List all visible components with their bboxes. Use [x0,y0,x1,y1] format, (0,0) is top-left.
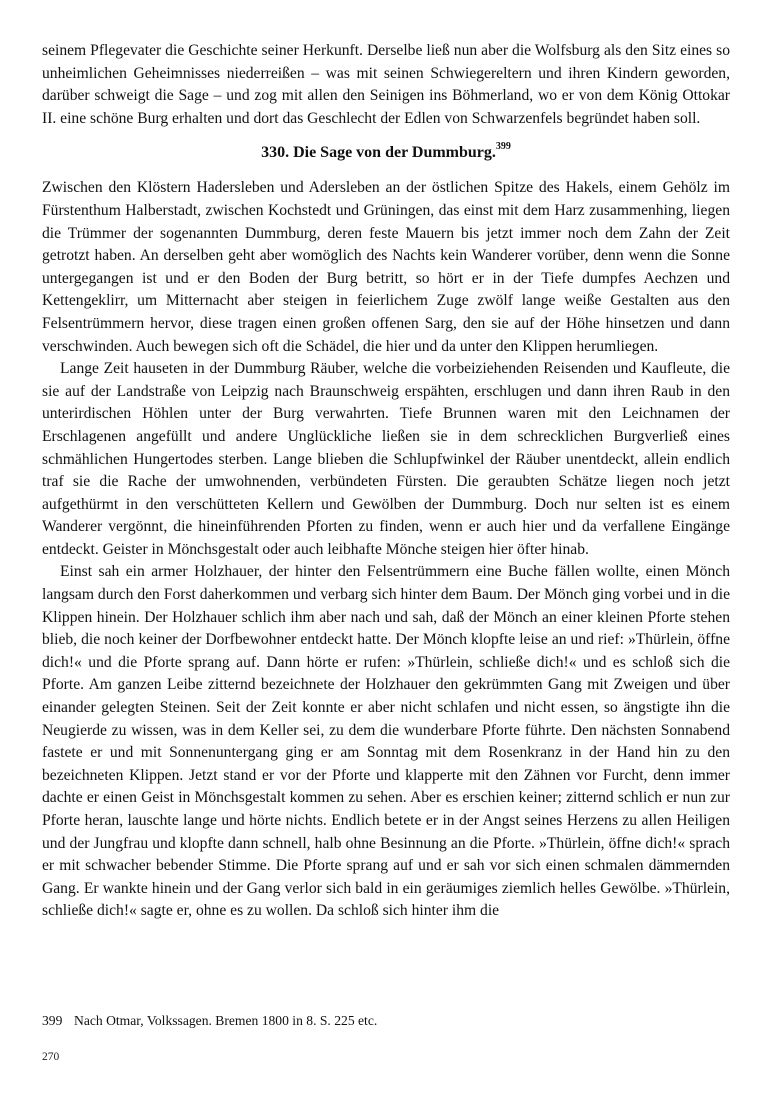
paragraph-1: Zwischen den Klöstern Hadersleben und Adersleben an der östlichen Spitze des Hakels, einem Gehölz im Fürstenthum Halberstadt, zwischen Kochstedt und Grüningen, das einst mit dem Harz zusammenhing, liegen die Trümmer der sogenannten Dummburg, deren feste Mauern bis jetzt immer noch dem Zahn der Zeit getrotzt haben. An derselben geht aber womöglich des Nachts kein Wanderer vorüber, denn wenn die Sonne untergegangen ist und er den Boden der Burg betritt, so hört er in der Tiefe dumpfes Aechzen und Kettengeklirr, um Mitternacht aber steigen in feierlichem Zuge zwölf lange weiße Gestalten aus den Felsentrümmern hervor, diese tragen einen großen offenen Sarg, den sie auf der Höhe hinsetzen und dann verschwinden. Auch bewegen sich oft die Schädel, die hier und da unter den Klippen herumliegen. [42,179,730,355]
paragraph-3: Einst sah ein armer Holzhauer, der hinter den Felsentrümmern eine Buche fällen wollte, einen Mönch langsam durch den Forst daherkommen und verbarg sich hinter dem Baum. Der Mönch ging vorbei und in die Klippen hinein. Der Holzhauer schlich ihm aber nach und sah, daß der Mönch an einer kleinen Pforte stehen blieb, die noch keiner der Dorfbewohner entdeckt hatte. Der Mönch klopfte leise an und rief: »Thürlein, öffne dich!« und die Pforte sprang auf. Dann hörte er rufen: »Thürlein, schließe dich!« und es schloß sich die Pforte. Am ganzen Leibe zitternd bezeichnete der Holzhauer den gekrümmten Gang mit Zweigen und über einander gelegten Steinen. Seit der Zeit konnte er aber nicht schlafen und nicht essen, so ängstigte ihn die Neugierde zu wissen, was in dem Keller sei, zu dem die wunderbare Pforte führte. Den nächsten Sonnabend fastete er und mit Sonnenuntergang ging er am Sonntag mit dem Rosenkranz in der Hand hin zu den bezeichneten Klippen. Jetzt stand er vor der Pforte und klapperte mit den Zähnen vor Furcht, denn immer dachte er einen Geist in Mönchsgestalt kommen zu sehen. Aber es erschien keiner; zitternd schlich er nun zur Pforte heran, lauschte lange und hörte nichts. Endlich betete er in der Angst seines Herzens zu allen Heiligen und der Jungfrau und klopfte dann schnell, halb ohne Besinnung an die Pforte. »Thürlein, öffne dich!« sprach er mit schwacher bebender Stimme. Die Pforte sprang auf und er sah vor sich einen schmalen dämmernden Gang. Er wankte hinein und der Gang verlor sich bald in ein geräumiges ziemlich helles Gewölbe. »Thürlein, schließe dich!« sagte er, ohne es zu wollen. Da schloß sich hinter ihm die [42,563,730,920]
footnote-text: Nach Otmar, Volkssagen. Bremen 1800 in 8. S. 225 etc. [74,1013,378,1028]
page-body [42,40,730,923]
section-heading [42,140,730,166]
page-number: 270 [42,1051,60,1063]
section-title: 330. Die Sage von der Dummburg. [261,144,496,162]
opening-paragraph: seinem Pflegevater die Geschichte seiner Herkunft. Derselbe ließ nun aber die Wolfsburg als den Sitz eines so unheimlichen Geheimnisses niederreißen – was mit seinen Schwiegereltern und ihren Kindern geworden, darüber schweigt die Sage – und zog mit allen den Seinigen ins Böhmerland, wo er von dem König Ottokar II. eine schöne Burg erhalten und dort das Geschlecht der Edlen von Schwarzenfels begründet haben soll. [42,42,730,127]
footnote [42,1012,730,1030]
footnote-number: 399 [42,1013,63,1028]
paragraph-2: Lange Zeit hauseten in der Dummburg Räuber, welche die vorbeiziehenden Reisenden und Kaufleute, die sie auf der Landstraße von Leipzig nach Braunschweig erspähten, erschlugen und dann ihren Raub in den unterirdischen Höhlen unter der Burg verwahrten. Tiefe Brunnen waren mit den Leichnamen der Erschlagenen angefüllt und andere Unglückliche ließen sie in dem schrecklichen Burgverließ eines schmählichen Hungertodes sterben. Lange blieben die Schlupfwinkel der Räuber unentdeckt, allein endlich traf sie die Rache der umwohnenden, verbündeten Fürsten. Die geraubten Schätze liegen noch jetzt aufgethürmt in den verschütteten Kellern und Gewölben der Dummburg. Doch nur selten ist es einem Wanderer vergönnt, die hineinführenden Pforten zu finden, wenn er auch hier und da verfallene Eingänge entdeckt. Geister in Mönchsgestalt oder auch leibhafte Mönche steigen hier öfter hinab. [42,360,730,558]
footnote-reference[interactable]: 399 [495,141,511,153]
